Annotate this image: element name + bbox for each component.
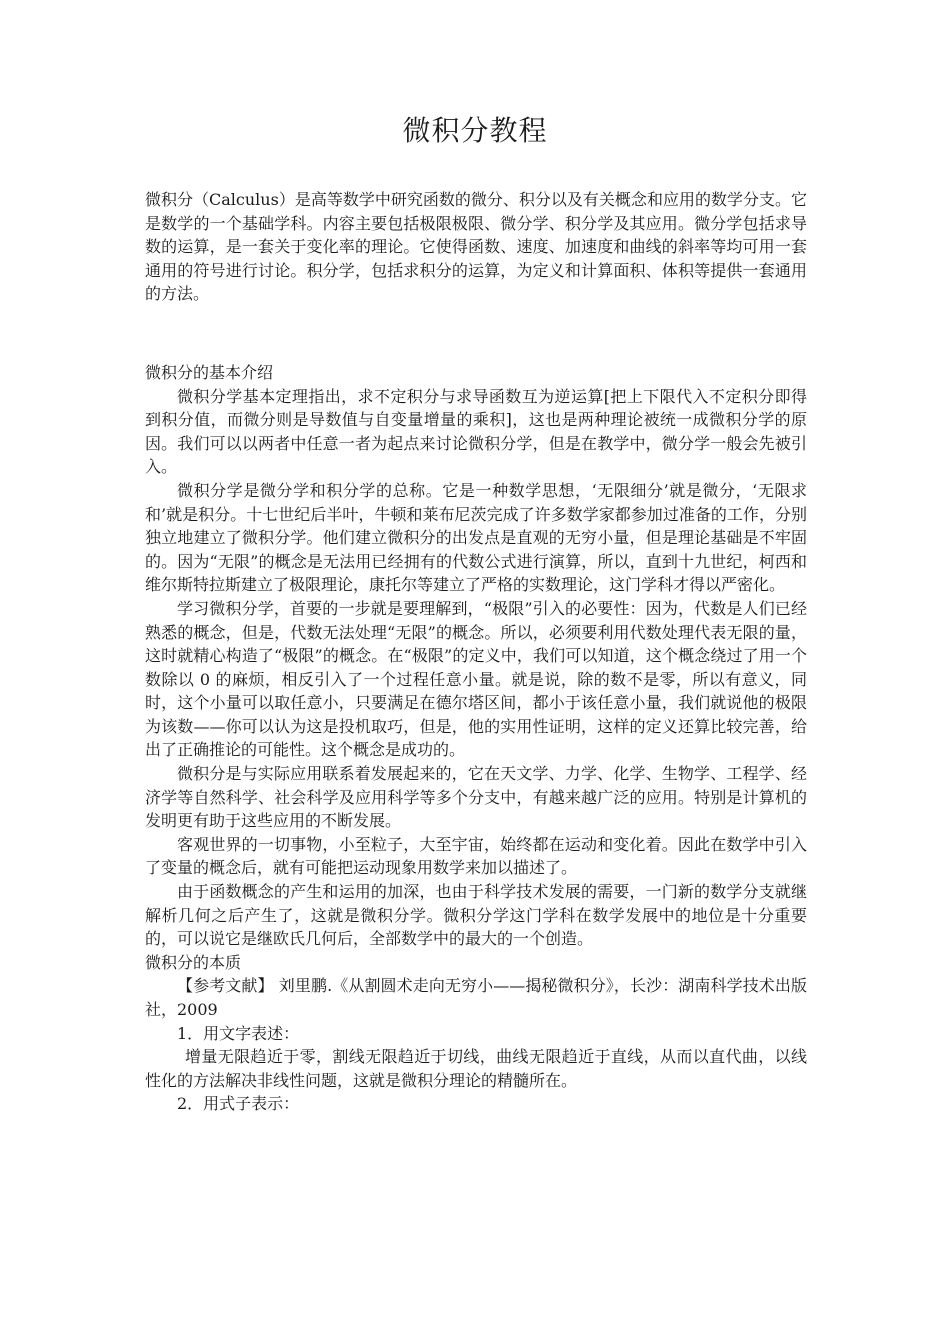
section-heading-basic-intro: 微积分的基本介绍: [145, 362, 274, 382]
body-paragraph: 学习微积分学，首要的一步就是要理解到，“极限”引入的必要性：因为，代数是人们已经熟悉的概念，但是，代数无法处理“无限”的概念。所以，必须要利用代数处理代表无限的量，这时就精心构造了“极限”的概念。在“极限”的定义中，我们可以知道，这个概念绕过了用一个数除以 0 的麻烦，相反引入了一个过程任意小量。就是说，除的数不是零，所以有意义，同时，这个小量可以取任意小，只要满足在德尔塔区间，都小于该任意小量，我们就说他的极限为该数——你可以认为这是投机取巧，但是，他的实用性证明，这样的定义还算比较完善，给出了正确推论的可能性。这个概念是成功的。: [145, 598, 807, 760]
body-paragraph: 增量无限趋近于零，割线无限趋近于切线，曲线无限趋近于直线，从而以直代曲，以线性化的方法解决非线性问题，这就是微积分理论的精髓所在。: [145, 1047, 807, 1090]
section-heading-essence: 微积分的本质: [145, 952, 242, 972]
document-title: 微积分教程: [402, 114, 548, 147]
list-item-label: 1．用文字表述：: [177, 1023, 300, 1043]
body-paragraph: 微积分学基本定理指出，求不定积分与求导函数互为逆运算[把上下限代入不定积分即得到积分值，而微分则是导数值与自变量增量的乘积]，这也是两种理论被统一成微积分学的原因。我们可以以两者中任意一者为起点来讨论微积分学，但是在教学中，微分学一般会先被引入。: [145, 386, 807, 477]
body-paragraph: 微积分是与实际应用联系着发展起来的，它在天文学、力学、化学、生物学、工程学、经济学等自然科学、社会科学及应用科学等多个分支中，有越来越广泛的应用。特别是计算机的发明更有助于这些应用的不断发展。: [145, 764, 807, 831]
list-item-label: 2．用式子表示：: [177, 1094, 300, 1114]
reference-citation: 【参考文献】 刘里鹏.《从割圆术走向无穷小——揭秘微积分》，长沙：湖南科学技术出版社，2009: [145, 976, 807, 1019]
document-body: [145, 188, 807, 1116]
body-paragraph: 由于函数概念的产生和运用的加深，也由于科学技术发展的需要，一门新的数学分支就继解析几何之后产生了，这就是微积分学。微积分学这门学科在数学发展中的地位是十分重要的，可以说它是继欧氏几何后，全部数学中的最大的一个创造。: [145, 882, 807, 949]
body-paragraph: 微积分学是微分学和积分学的总称。它是一种数学思想，‘无限细分’就是微分，‘无限求和’就是积分。十七世纪后半叶，牛顿和莱布尼茨完成了许多数学家都参加过准备的工作，分别独立地建立了微积分学。他们建立微积分的出发点是直观的无穷小量，但是理论基础是不牢固的。因为“无限”的概念是无法用已经拥有的代数公式进行演算，所以，直到十九世纪，柯西和维尔斯特拉斯建立了极限理论，康托尔等建立了严格的实数理论，这门学科才得以严密化。: [145, 480, 807, 595]
body-paragraph: 客观世界的一切事物，小至粒子，大至宇宙，始终都在运动和变化着。因此在数学中引入了变量的概念后，就有可能把运动现象用数学来加以描述了。: [145, 834, 807, 878]
intro-paragraph: 微积分（Calculus）是高等数学中研究函数的微分、积分以及有关概念和应用的数学分支。它是数学的一个基础学科。内容主要包括极限极限、微分学、积分学及其应用。微分学包括求导数的运算，是一套关于变化率的理论。它使得函数、速度、加速度和曲线的斜率等均可用一套通用的符号进行讨论。积分学，包括求积分的运算，为定义和计算面积、体积等提供一套通用的方法。: [145, 190, 807, 304]
